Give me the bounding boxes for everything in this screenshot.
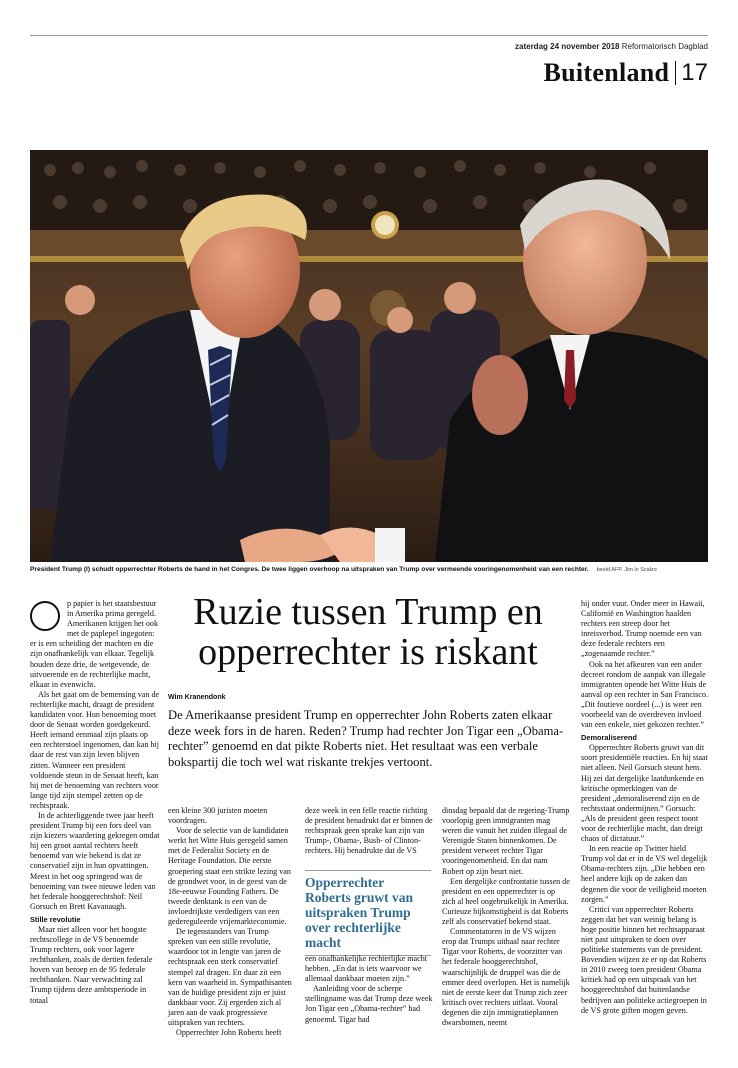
paragraph: Commentatoren in de VS wijzen erop dat Trumps uithaal naar rechter Tigar voor Roberts, de voorzitter van het federale hooggerechtshof, waarschijnlijk de druppel was die de emmer deed overlopen. Het is namelijk niet de eerste keer dat Trump zich zeer kritisch over rechters uitlaat. Vooral degenen die zijn immigratieplannen dwarsbomen, neemt xyxy=(442,927,570,1027)
pull-quote-text: Opperrechter Roberts gruwt van uitspraken Trump over rechterlijke macht xyxy=(305,875,413,950)
paragraph: Opperrechter Roberts gruwt van dit soort presidentiële reacties. En hij staat niet alleen. Neil Gorsuch steunt hem. Hij zei dat dergelijke laatdunkende en kritische opmerkingen van de president „demoraliserend zijn en de rechtsstaat ondermijnen.” Gorsuch: „Als de president geen respect toont voor de rechterlijke macht, dan dreigt chaos of dictatuur.” xyxy=(581,743,708,844)
issue-date: zaterdag 24 november 2018 xyxy=(515,42,620,51)
article-column-3-top xyxy=(305,806,433,856)
paragraph: Opperrechter John Roberts heeft xyxy=(176,1028,282,1038)
pull-quote xyxy=(305,870,431,956)
paragraph: deze week in een felle reactie richting de president benadrukt dat er binnen de rechtspraak geen sprake kan zijn van Trump-, Obama-, Bush- of Clinton-rechters. Hij benadrukte dat de VS xyxy=(305,806,433,856)
news-photo xyxy=(30,150,708,562)
subheading: Demoraliserend xyxy=(581,733,637,743)
caption-text: President Trump (l) schudt opperrechter Roberts de hand in het Congres. De twee liggen overhoop na uitspraken van Trump over vermeende vooringenomenheid van een rechter. xyxy=(30,566,589,573)
header-rule xyxy=(30,35,708,36)
page-number: 17 xyxy=(681,59,708,86)
drop-cap-o xyxy=(30,601,60,631)
article-column-2 xyxy=(168,806,296,1038)
article-column-1 xyxy=(30,599,160,1006)
paragraph: Een dergelijke confrontatie tussen de president en een opperrechter is op zich al heel ongebruikelijk in Amerika. Curieuze bijkomstigheid is dat Roberts zelf als conservatief bekend staat. xyxy=(442,876,570,927)
paragraph: In een reactie op Twitter hield Trump vol dat er in de VS wel degelijk Obama-rechters zijn. „Die hebben een heel andere kijk op de zaken dan degenen die voor de veiligheid moeten zorgen.” xyxy=(581,844,708,904)
paragraph: De tegenstanders van Trump spreken van een stille revolutie, waardoor tot in lengte van jaren de rechtspraak een sterk conservatief stempel zal dragen. En daar zit een kern van waarheid in. Sympathisanten van de huidige president zijn er juist dankbaar voor. Zij ergerden zich al jaren aan de vaak progressieve uitspraken van rechters. xyxy=(168,927,292,1027)
article-column-4 xyxy=(442,806,570,1028)
handshake-photo-illustration xyxy=(30,150,708,562)
paragraph: Critici van opperrechter Roberts zeggen dat het van weinig belang is hoge positie binnen het rechtsapparaat niet past uitspraken te doen over politieke statements van de president. Bovendien wijzen ze er op dat Roberts in 2010 zweeg toen president Obama kritiek had op een uitspraak van het hooggerechtshof dat buitenlandse bedrijven aan politieke actiegroepen in de VS grote giften mogen geven. xyxy=(581,904,707,1015)
byline: Wim Kranendonk xyxy=(168,694,226,701)
paragraph: hij onder vuur. Onder meer in Hawaii, Californië en Washington haalden rechters een streep door het inreisverbod. Trump noemde een van deze federale rechters een „zogenaamde rechter.” xyxy=(581,599,705,659)
paragraph: een onafhankelijke rechterlijke macht hebben. „En dat is iets waarvoor we allemaal dankbaar moeten zijn.” xyxy=(305,954,428,984)
dateline xyxy=(515,42,708,51)
paragraph: Ook na het afkeuren van een ander decreet rondom de aanpak van illegale immigranten opende het Witte Huis de aanval op een rechter in San Francisco. „Dit foutieve oordeel (...) is weer een voorbeeld van de overdreven invloed van een enkele, niet gekozen rechter.” xyxy=(581,659,708,730)
paragraph: Voor de selectie van de kandidaten werkt het Witte Huis geregeld samen met de Federalist Society en de Heritage Foundation. Die eerste groepering staat een strikte lezing van de grondwet voor, in de geest van de 18e-eeuwse Founding Fathers. De tweede denktank is een van de invloedrijkste verdedigers van een gedereguleerde vrijemarkteconomie. xyxy=(168,826,291,927)
paragraph: Maar niet alleen voor het hoogste rechtscollege in de VS benoemde Trump rechters, ook voor lagere rechtbanken, zoals de dertien federale hoven van beroep en de 95 federale rechtbanken. Naar verwachting zal Trump tijdens deze ambtsperiode in totaal xyxy=(30,924,153,1005)
paragraph: Aanleiding voor de scherpe stellingname was dat Trump deze week Jon Tigar een „Obama-rechter” had genoemd. Tigar had xyxy=(305,984,433,1024)
paragraph: In de achterliggende twee jaar heeft president Trump bij een fors deel van zijn kiezers waardering gekregen omdat hij een groot aantal rechters heeft benoemd van wie bekend is dat ze conservatief zijn in hun opvattingen. Meest in het oog springend was de benoeming van twee nieuwe leden van het federale hooggerechtshof: Neil Gorsuch en Brett Kavanaugh. xyxy=(30,810,160,911)
article-column-5 xyxy=(581,599,708,1016)
newspaper-name: Reformatorisch Dagblad xyxy=(621,42,708,51)
article-intro: De Amerikaanse president Trump en opperrechter John Roberts zaten elkaar deze week fors in de haren. Reden? Trump had rechter Jon Tigar een „Obama-rechter” genoemd en dat pikte Roberts niet. Het resultaat was een verbale bokspartij die toch wel wat riskante trekjes vertoont. xyxy=(168,708,564,769)
section-title: Buitenland xyxy=(543,58,670,87)
paragraph: dinsdag bepaald dat de regering-Trump voorlopig geen immigranten mag weren die vanuit het zuiden illegaal de Verenigde Staten binnenkomen. De president verweet rechter Tigar vooringenomenheid. En dat nam Robert op zijn beurt niet. xyxy=(442,806,570,876)
article-headline: Ruzie tussen Trump en opperrechter is riskant xyxy=(193,591,543,673)
photo-credit: beeld AFP, Jim lo Scalzo xyxy=(596,567,657,573)
paragraph: p papier is het staatsbestuur in Amerika prima geregeld. Amerikanen krijgen het ook met de paplepel ingegoten: er is een scheiding der machten en die zijn onafhankelijk van elkaar. Tegelijk houden deze drie, de wetgevende, de uitvoerende en de rechterlijke macht, elkaar in evenwicht. xyxy=(30,599,159,689)
paragraph: Als het gaat om de bemensing van de rechterlijke macht, draagt de president kandidaten voor. Hun benoeming moet door de Senaat worden goedgekeurd. Heeft iemand eenmaal zijn plaats op een rechterstoel ingenomen, dan kan hij daar de rest van zijn leven blijven zitten. Wanneer een president voldoende steun in de Senaat heeft, kan hij met de benoeming van rechters voor lange tijd zijn stempel zetten op de rechtspraak. xyxy=(30,689,160,810)
article-column-3-bottom xyxy=(305,954,433,1025)
paragraph: een kleine 300 juristen moeten voordragen. xyxy=(168,806,268,826)
section-header xyxy=(543,58,708,88)
subheading: Stille revolutie xyxy=(30,914,81,924)
photo-caption xyxy=(30,565,708,575)
section-divider xyxy=(675,61,676,85)
